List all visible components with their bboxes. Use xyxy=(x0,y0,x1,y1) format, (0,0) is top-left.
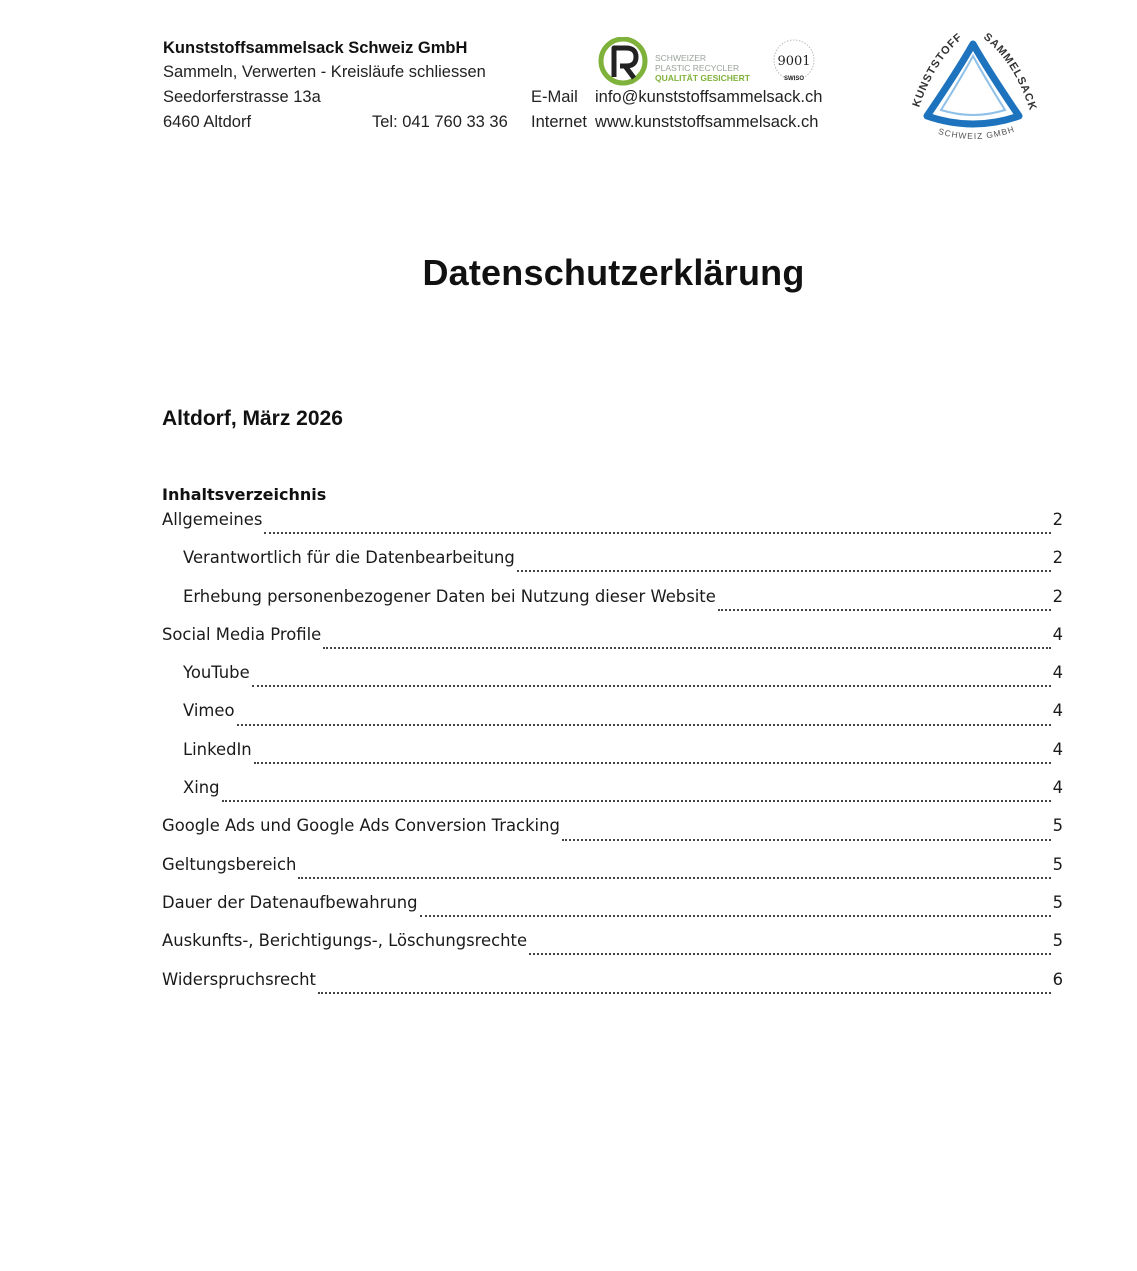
toc-entry-page: 6 xyxy=(1052,969,1063,989)
letterhead xyxy=(0,0,1137,170)
toc-entry[interactable] xyxy=(162,893,1063,931)
toc-entry-label: Social Media Profile xyxy=(162,624,322,644)
toc-dot-leader xyxy=(264,532,1050,534)
toc-dot-leader xyxy=(298,877,1050,879)
toc-entry[interactable] xyxy=(162,587,1063,625)
svg-text:SCHWEIZ GMBH: SCHWEIZ GMBH xyxy=(937,123,1017,142)
document-title-wrap xyxy=(0,252,1137,294)
toc-entry-page: 4 xyxy=(1052,624,1063,644)
toc-entry[interactable] xyxy=(162,701,1063,739)
toc-entry-page: 2 xyxy=(1052,548,1063,568)
toc-entry-label: Google Ads und Google Ads Conversion Tracking xyxy=(162,816,560,836)
company-phone: Tel: 041 760 33 36 xyxy=(372,113,508,131)
toc-entry[interactable] xyxy=(162,931,1063,969)
svg-text:SWISO: SWISO xyxy=(783,76,805,82)
toc-dot-leader xyxy=(254,762,1051,764)
toc-entry-label: Geltungsbereich xyxy=(162,854,297,874)
toc-dot-leader xyxy=(420,915,1051,917)
company-city: 6460 Altdorf xyxy=(163,113,252,131)
toc-entry-page: 5 xyxy=(1052,854,1063,874)
toc-entry-page: 2 xyxy=(1052,586,1063,606)
toc-entry-label: Xing xyxy=(183,778,220,798)
toc-dot-leader xyxy=(222,800,1051,802)
toc-entry[interactable] xyxy=(162,625,1063,663)
web-link[interactable]: www.kunststoffsammelsack.ch xyxy=(595,113,819,131)
toc-dot-leader xyxy=(318,992,1051,994)
toc-entry-label: Auskunfts-, Berichtigungs-, Löschungsrechte xyxy=(162,931,528,951)
toc-dot-leader xyxy=(562,839,1051,841)
company-street: Seedorferstrasse 13a xyxy=(163,88,321,106)
iso-9001-logo xyxy=(766,38,822,86)
toc-dot-leader xyxy=(517,570,1051,572)
toc-dot-leader xyxy=(323,647,1050,649)
toc-entry-label: YouTube xyxy=(183,663,250,683)
toc-entry-page: 5 xyxy=(1052,816,1063,836)
svg-text:KUNSTSTOFF: KUNSTSTOFF xyxy=(910,30,966,109)
email-link[interactable]: info@kunststoffsammelsack.ch xyxy=(595,88,823,106)
toc-heading: Inhaltsverzeichnis xyxy=(162,485,327,504)
toc-entry-page: 4 xyxy=(1052,778,1063,798)
toc-entry-label: Erhebung personenbezogener Daten bei Nutzung dieser Website xyxy=(183,586,716,606)
svg-text:9001: 9001 xyxy=(777,54,811,69)
document-title: Datenschutzerklärung xyxy=(422,252,805,293)
svg-text:SAMMELSACK: SAMMELSACK xyxy=(981,30,1039,113)
toc-entry[interactable] xyxy=(162,740,1063,778)
toc-entry-page: 4 xyxy=(1052,663,1063,683)
place-date: Altdorf, März 2026 xyxy=(162,407,343,430)
toc-entry[interactable] xyxy=(162,778,1063,816)
toc-entry-label: Widerspruchsrecht xyxy=(162,969,316,989)
toc-entry-label: Vimeo xyxy=(183,701,235,721)
toc-dot-leader xyxy=(529,953,1051,955)
toc-entry-label: LinkedIn xyxy=(183,739,252,759)
toc-dot-leader xyxy=(718,609,1051,611)
toc-entry-page: 4 xyxy=(1052,701,1063,721)
toc-entry[interactable] xyxy=(162,548,1063,586)
recycler-line2: PLASTIC RECYCLER xyxy=(655,63,740,73)
company-slogan: Sammeln, Verwerten - Kreisläufe schliessen xyxy=(163,63,486,81)
toc-entry[interactable] xyxy=(162,855,1063,893)
recycler-line3: QUALITÄT GESICHERT xyxy=(655,73,750,83)
email-label: E-Mail xyxy=(531,88,578,106)
toc-entry[interactable] xyxy=(162,816,1063,854)
plastic-recycler-text xyxy=(655,53,750,83)
toc-entry[interactable] xyxy=(162,970,1063,1008)
toc-entry-page: 4 xyxy=(1052,739,1063,759)
toc-entry-label: Allgemeines xyxy=(162,510,263,529)
toc-entry-label: Verantwortlich für die Datenbearbeitung xyxy=(183,548,515,568)
table-of-contents xyxy=(162,510,1063,1008)
recycler-r-icon xyxy=(598,37,654,87)
kunststoff-sammelsack-logo xyxy=(905,30,1040,150)
toc-entry[interactable] xyxy=(162,663,1063,701)
toc-dot-leader xyxy=(237,724,1051,726)
recycler-line1: SCHWEIZER xyxy=(655,53,706,63)
toc-entry-page: 5 xyxy=(1052,892,1063,912)
company-name: Kunststoffsammelsack Schweiz GmbH xyxy=(163,39,468,57)
toc-entry-label: Dauer der Datenaufbewahrung xyxy=(162,892,418,912)
toc-dot-leader xyxy=(252,685,1051,687)
toc-entry-page: 2 xyxy=(1052,510,1063,529)
toc-entry[interactable] xyxy=(162,510,1063,548)
toc-entry-page: 5 xyxy=(1052,931,1063,951)
web-label: Internet xyxy=(531,113,587,131)
